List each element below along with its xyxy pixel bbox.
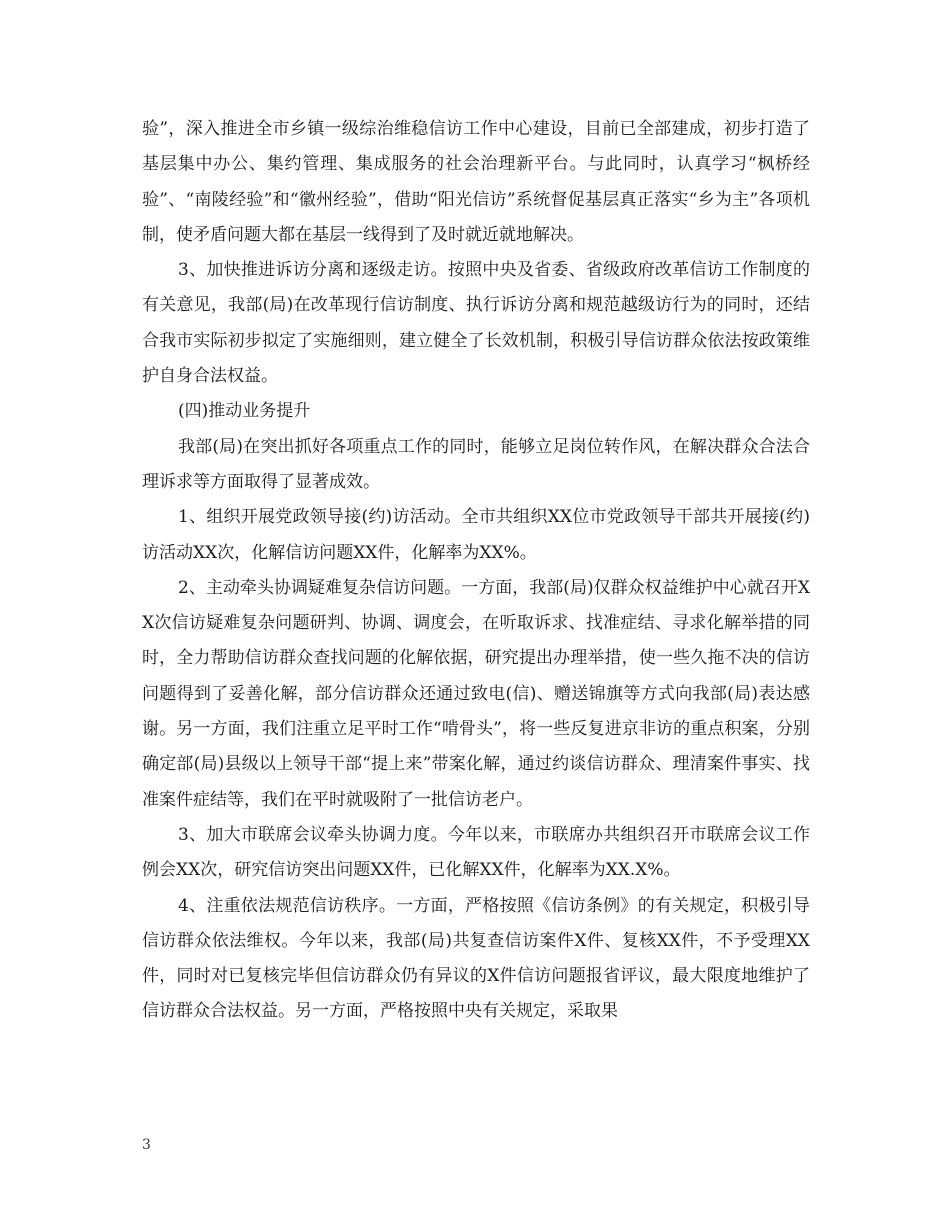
paragraph-6: 3、加大市联席会议牵头协调力度。今年以来，市联席办共组织召开市联席会议工作例会XX次，研究信访突出问题XX件，已化解XX件，化解率为XX.X%。 xyxy=(142,824,810,881)
document-body xyxy=(142,112,810,1030)
paragraph-5: 2、主动牵头协调疑难复杂信访问题。一方面，我部(局)仅群众权益维护中心就召开XX次信访疑难复杂问题研判、协调、调度会，在听取诉求、找准症结、寻求化解举措的同时，全力帮助信访群众查找问题的化解依据，研究提出办理举措，使一些久拖不决的信访问题得到了妥善化解，部分信访群众还通过致电(信)、赠送锦旗等方式向我部(局)表达感谢。另一方面，我们注重立足平时工作“啃骨头”，将一些反复进京非访的重点积案，分别确定部(局)县级以上领导干部“提上来”带案化解，通过约谈信访群众、理清案件事实、找准案件症结等，我们在平时就吸附了一批信访老户。 xyxy=(142,577,810,810)
paragraph-1: 验”，深入推进全市乡镇一级综治维稳信访工作中心建设，目前已全部建成，初步打造了基层集中办公、集约管理、集成服务的社会治理新平台。与此同时，认真学习“枫桥经验”、“南陵经验”和“徽州经验”，借助“阳光信访”系统督促基层真正落实“乡为主”各项机制，使矛盾问题大都在基层一线得到了及时就近就地解决。 xyxy=(142,119,810,245)
paragraph-2: 3、加快推进诉访分离和逐级走访。按照中央及省委、省级政府改革信访工作制度的有关意见，我部(局)在改革现行信访制度、执行诉访分离和规范越级访行为的同时，还结合我市实际初步拟定了实施细则，建立健全了长效机制，积极引导信访群众依法按政策维护自身合法权益。 xyxy=(142,260,810,387)
page-number: 3 xyxy=(142,1137,151,1153)
paragraph-7: 4、注重依法规范信访秩序。一方面，严格按照《信访条例》的有关规定，积极引导信访群众依法维权。今年以来，我部(局)共复查信访案件X件、复核XX件，不予受理XX件，同时对已复核完毕但信访群众仍有异议的X件信访问题报省评议，最大限度地维护了信访群众合法权益。另一方面，严格按照中央有关规定，采取果 xyxy=(142,895,810,1022)
paragraph-4: 1、组织开展党政领导接(约)访活动。全市共组织XX位市党政领导干部共开展接(约)访活动XX次，化解信访问题XX件，化解率为XX%。 xyxy=(142,507,810,563)
paragraph-3: 我部(局)在突出抓好各项重点工作的同时，能够立足岗位转作风，在解决群众合法合理诉求等方面取得了显著成效。 xyxy=(142,436,810,492)
section-heading: (四)推动业务提升 xyxy=(178,401,311,422)
